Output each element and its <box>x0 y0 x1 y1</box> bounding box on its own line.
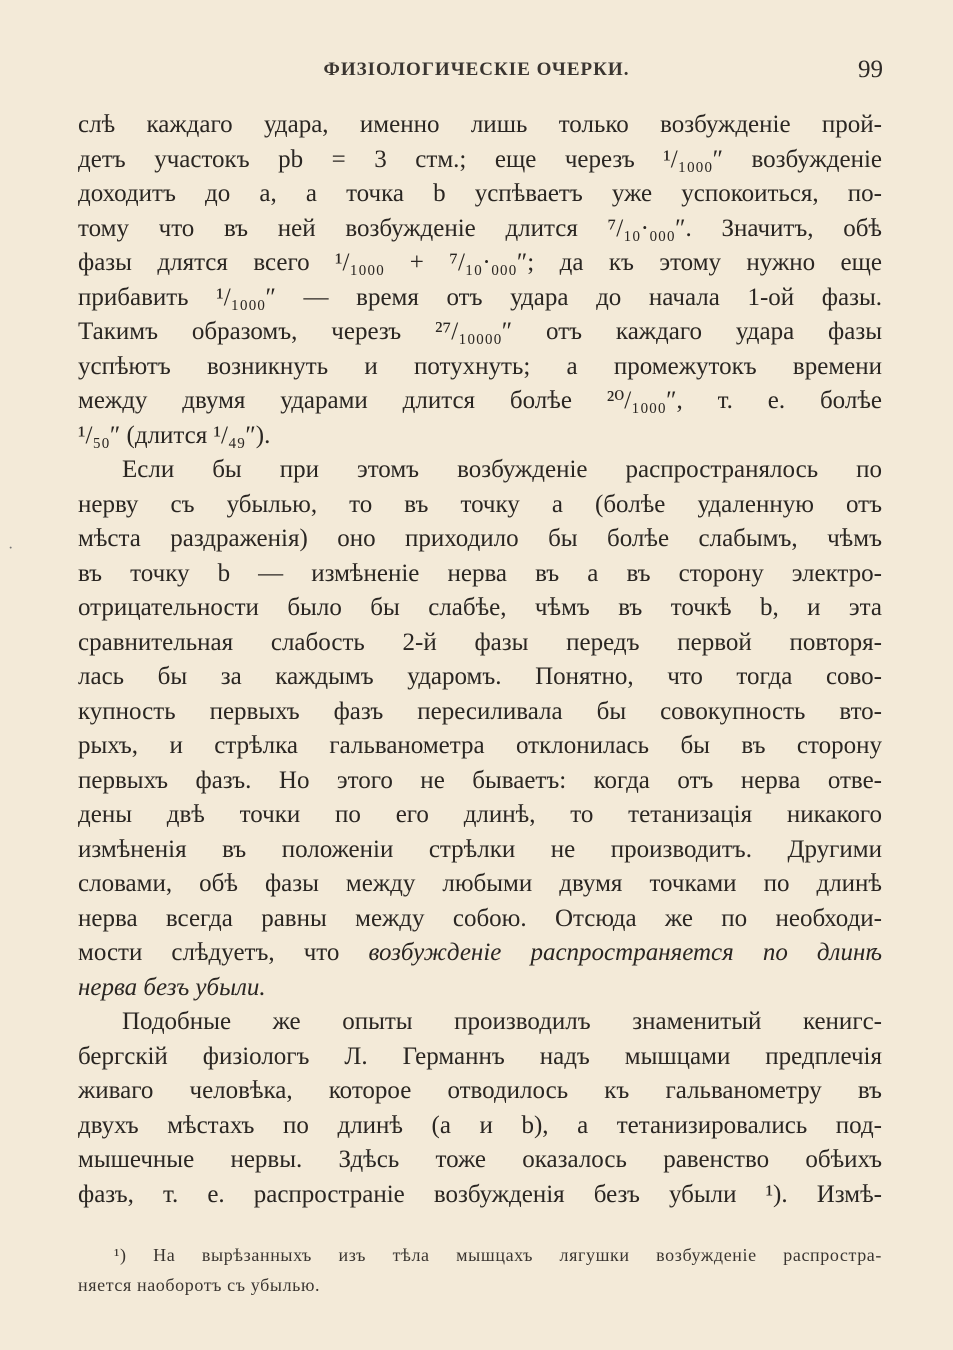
text-line: Такимъ образомъ, черезъ ²⁷/₁₀₀₀₀″ отъ каждаго удара фазы <box>78 318 882 345</box>
text-line: Подобные же опыты производилъ знаменитый кенигс- <box>122 1008 882 1035</box>
text-line: купность первыхъ фазъ пересиливала бы совокупность вто- <box>78 697 882 725</box>
text-line: мышечные нервы. Здѣсь тоже оказалось равенство обѣихъ <box>78 1146 882 1173</box>
text-line: двухъ мѣстахъ по длинѣ (a и b), а тетанизировались под- <box>78 1111 882 1139</box>
text-line: фазы длятся всего ¹/₁₀₀₀ + ⁷/₁₀·₀₀₀″; да къ этому нужно еще <box>78 249 882 276</box>
text-line: нерву съ убылью, то въ точку a (болѣе удаленную отъ <box>78 490 882 518</box>
running-title: ФИЗІОЛОГИЧЕСКІЕ ОЧЕРКИ. <box>323 59 630 80</box>
text-line: въ точку b — измѣненіе нерва въ a въ сторону электро- <box>78 559 882 587</box>
footnote-line: ¹) На вырѣзанныхъ изъ тѣла мышцахъ лягушки возбужденіе распростра- <box>114 1245 882 1265</box>
text-line: измѣненія въ положеніи стрѣлки не производитъ. Другими <box>78 835 882 863</box>
text-line: нерва всегда равны между собою. Отсюда же по необходи- <box>78 904 882 932</box>
paragraph-2 <box>78 453 882 1005</box>
text-line: Если бы при этомъ возбужденіе распространялось по <box>122 456 882 483</box>
text-line: словами, обѣ фазы между любыми двумя точками по длинѣ <box>78 870 882 897</box>
page-number: 99 <box>858 56 883 83</box>
text-line: дены двѣ точки по его длинѣ, то тетанизація никакого <box>78 801 882 828</box>
text-line: живаго человѣка, которое отводилось къ гальванометру въ <box>78 1077 882 1104</box>
text-line: отрицательности было бы слабѣе, чѣмъ въ точкѣ b, и эта <box>78 594 882 621</box>
text-line: ¹/₅₀″ (длится ¹/₄₉″). <box>78 421 271 449</box>
body-text <box>78 108 882 1212</box>
margin-mark: · <box>8 540 14 557</box>
text-line: сравнительная слабость 2-й фазы передъ первой повторя- <box>78 628 882 656</box>
text-line: прибавить ¹/₁₀₀₀″ — время отъ удара до начала 1-ой фазы. <box>78 283 882 311</box>
text-line: мѣста раздраженія) оно приходило бы болѣе слабымъ, чѣмъ <box>78 525 882 552</box>
text-line-mixed <box>78 936 882 971</box>
text-line: тому что въ ней возбужденіе длится ⁷/₁₀·₀₀₀″. Значитъ, обѣ <box>78 214 882 242</box>
text-line: рыхъ, и стрѣлка гальванометра отклонилась бы въ сторону <box>78 732 882 759</box>
text-line: первыхъ фазъ. Но этого не бываетъ: когда отъ нерва отве- <box>78 766 882 794</box>
text-fragment: мости слѣдуетъ, что <box>78 939 340 966</box>
running-head <box>0 56 953 86</box>
text-line: фазъ, т. е. распространіе возбужденія безъ убыли ¹). Измѣ- <box>78 1180 882 1208</box>
italic-emphasis: возбужденіе распространяется по длинѣ <box>368 939 882 966</box>
text-line: детъ участокъ pb = 3 стм.; еще черезъ ¹/₁₀₀₀″ возбужденіе <box>78 145 882 173</box>
paragraph-3 <box>78 1005 882 1212</box>
italic-emphasis-line: нерва безъ убыли. <box>78 973 266 1001</box>
text-line: успѣютъ возникнуть и потухнуть; а промежутокъ времени <box>78 352 882 380</box>
text-line: между двумя ударами длится болѣе ²⁰/₁₀₀₀″, т. е. болѣе <box>78 387 882 414</box>
footnote-line: няется наоборотъ съ убылью. <box>78 1275 321 1295</box>
text-line: доходитъ до a, а точка b успѣваетъ уже успокоиться, по- <box>78 180 882 207</box>
text-line: лась бы за каждымъ ударомъ. Понятно, что тогда сово- <box>78 663 882 690</box>
text-line: бергскій физіологъ Л. Германнъ надъ мышцами предплечія <box>78 1042 882 1070</box>
paragraph-1 <box>78 108 882 453</box>
text-line: слѣ каждаго удара, именно лишь только возбужденіе прой- <box>78 111 882 138</box>
footnote <box>78 1240 882 1300</box>
